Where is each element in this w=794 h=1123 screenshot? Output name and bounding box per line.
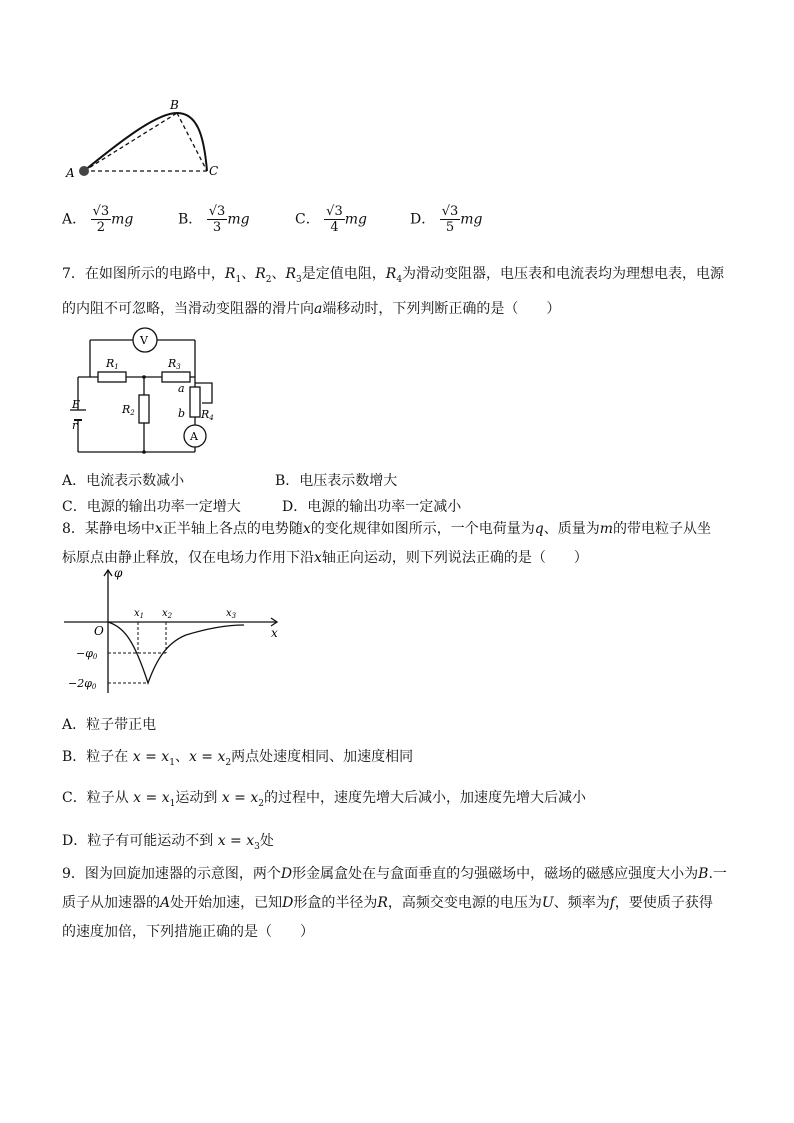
- svg-text:R1: R1: [106, 357, 119, 371]
- svg-text:R2: R2: [122, 403, 135, 417]
- curve-arc: [84, 113, 207, 171]
- q8-option-d: D．粒子有可能运动不到 $x = x_3$处: [62, 833, 274, 852]
- q8-stem: 8．某静电场中x正半轴上各点的电势随x的变化规律如图所示，一个电荷量为q、质量为m的带电粒子从坐 标原点由静止释放，仅在电场力作用下沿x轴正向运动，则下列说法正确的是（ ）: [62, 521, 711, 566]
- q7-option-b: B．电压表示数增大: [275, 473, 398, 489]
- q9-stem: 9．图为回旋加速器的示意图，两个D形金属盒处在与盒面垂直的匀强磁场中，磁场的磁感应强度大小为B.一 质子从加速器的A处开始加速，已知D形盒的半径为R，高频交变电源的电压为U、频率为f，要使质子获得 的速度加倍，下列措施正确的是（ ）: [62, 866, 727, 940]
- q7-option-c: C．电源的输出功率一定增大: [62, 499, 241, 515]
- svg-text:b: b: [178, 407, 186, 420]
- q8-potential-graph: [62, 565, 287, 700]
- ammeter-label: A: [190, 430, 198, 443]
- svg-text:φ: φ: [114, 566, 123, 580]
- q8-option-a: A．粒子带正电: [62, 717, 157, 733]
- q7-option-a: A．电流表示数减小: [62, 473, 185, 489]
- q7-stem: 7．在如图所示的电路中，$R_1$、$R_2$、$R_3$是定值电阻，$R_4$为滑动变阻器，电压表和电流表均为理想电表，电源 的内阻不可忽略，当滑动变阻器的滑片向a端移动时，下列判断正确的是（ ）: [62, 266, 725, 317]
- q6-figure: [62, 95, 232, 185]
- label-a: A: [66, 166, 75, 180]
- label-b: B: [170, 98, 179, 112]
- q6-option-c: C． $\frac{√3}{4}$ mg: [295, 204, 367, 235]
- svg-text:x1: $x_1$: [134, 608, 145, 620]
- svg-text:r: r: [72, 419, 78, 432]
- ball: [79, 166, 89, 176]
- q7-option-d: D．电源的输出功率一定减小: [282, 499, 462, 515]
- svg-text:x3: $x_3$: [226, 608, 237, 620]
- label-c: C: [209, 164, 219, 178]
- q6-option-b: B． $\frac{√3}{3}$ mg: [178, 204, 250, 235]
- q6-option-d: D． $\frac{√3}{5}$ mg: [410, 204, 483, 235]
- q8-option-c: C．粒子从 $x = x_1$运动到 $x = x_2$的过程中，速度先增大后减小，加速度先增大后减小: [62, 790, 586, 809]
- dashed-ab: [84, 113, 177, 171]
- svg-text:x: x: [271, 626, 278, 640]
- svg-text:R4: R4: [201, 408, 214, 422]
- svg-text:R3: R3: [168, 357, 181, 371]
- svg-text:a: a: [178, 382, 185, 395]
- svg-text:−φ0: −φ0: [76, 647, 98, 661]
- svg-text:x2: $x_2$: [162, 608, 173, 620]
- svg-text:O: O: [94, 624, 104, 638]
- svg-text:E: E: [72, 398, 81, 411]
- svg-text:−2φ0: −2φ0: [68, 677, 97, 691]
- q6-option-a: A． $\frac{√3}{2}$ mg: [62, 204, 134, 235]
- q7-circuit: [70, 325, 230, 460]
- voltmeter-label: V: [140, 334, 148, 347]
- q8-option-b: B．粒子在 $x = x_1$、$x = x_2$两点处速度相同、加速度相同: [62, 749, 414, 768]
